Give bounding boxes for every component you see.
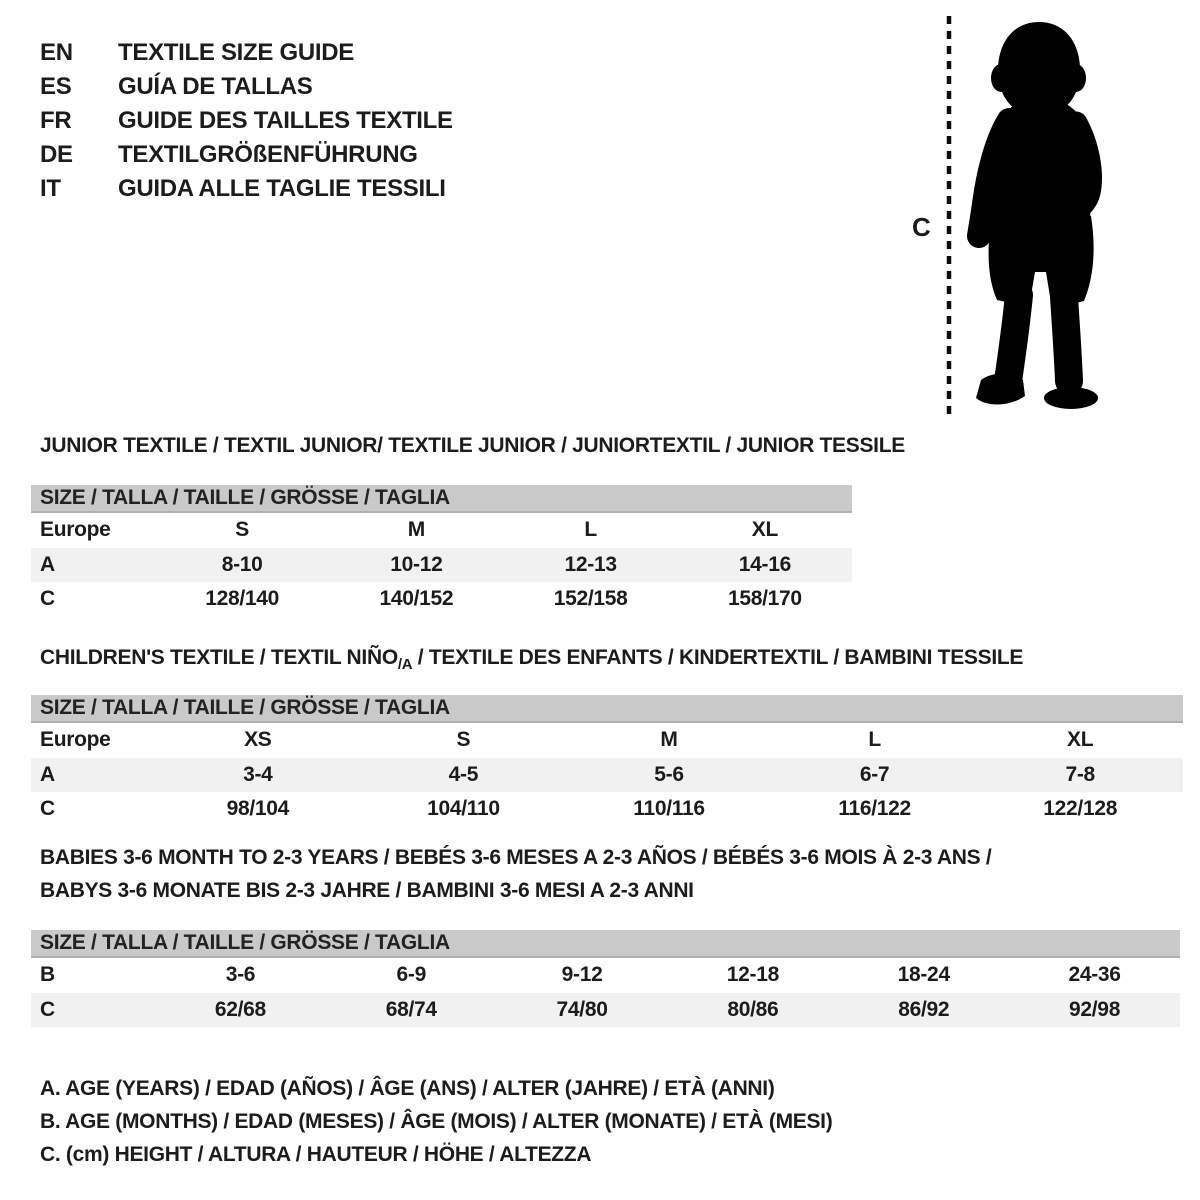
lang-title: GUÍA DE TALLAS [118, 73, 313, 100]
table-cell: 74/80 [556, 997, 608, 1021]
lang-code: FR [40, 107, 72, 134]
lang-code: IT [40, 175, 61, 202]
table-cell: 68/74 [385, 997, 437, 1021]
row-label: C [40, 797, 55, 820]
row-label: C [40, 587, 55, 610]
height-measure-label: C [912, 212, 931, 242]
table-cell: 98/104 [226, 797, 290, 820]
table-cell: 128/140 [205, 587, 280, 610]
table-cell: 24-36 [1068, 963, 1121, 986]
babies-size-table [31, 930, 1180, 1027]
table-cell: M [407, 518, 425, 541]
row-label: A [40, 552, 55, 576]
junior-section-title: JUNIOR TEXTILE / TEXTIL JUNIOR/ TEXTILE JUNIOR / JUNIORTEXTIL / JUNIOR TESSILE [40, 434, 905, 457]
children-title-post: / TEXTILE DES ENFANTS / KINDERTEXTIL / BAMBINI TESSILE [412, 646, 1024, 669]
babies-table-rows [31, 958, 1180, 1027]
table-row [31, 582, 852, 617]
table-cell: 18-24 [897, 963, 950, 986]
children-title-pre: CHILDREN'S TEXTILE / TEXTIL NIÑO [40, 646, 398, 669]
junior-size-table [31, 485, 852, 617]
height-dashed-line [944, 14, 954, 423]
lang-title: GUIDE DES TAILLES TEXTILE [118, 107, 453, 134]
row-label: Europe [40, 518, 111, 541]
table-cell: 104/110 [427, 797, 500, 820]
junior-table-rows [31, 513, 852, 617]
lang-title: GUIDA ALLE TAGLIE TESSILI [118, 175, 446, 202]
table-cell: 9-12 [561, 963, 603, 986]
babies-section-title-line1: BABIES 3-6 MONTH TO 2-3 YEARS / BEBÉS 3-6 MESES A 2-3 AÑOS / BÉBÉS 3-6 MOIS À 2-3 ANS / [40, 846, 992, 869]
legend-line-a: A. AGE (YEARS) / EDAD (AÑOS) / ÂGE (ANS) / ALTER (JAHRE) / ETÀ (ANNI) [40, 1077, 775, 1100]
table-cell: XL [1067, 728, 1094, 751]
language-title-list [40, 36, 453, 206]
row-label: B [40, 963, 55, 986]
table-row [31, 792, 1183, 827]
table-cell: 152/158 [553, 587, 628, 610]
children-size-table [31, 695, 1183, 827]
babies-section-title-line2: BABYS 3-6 MONATE BIS 2-3 JAHRE / BAMBINI 3-6 MESI A 2-3 ANNI [40, 879, 694, 902]
children-title-sub: /A [397, 656, 413, 673]
baby-silhouette-icon [963, 12, 1133, 421]
lang-title: TEXTILGRÖßENFÜHRUNG [118, 141, 418, 168]
table-cell: 12-13 [564, 552, 617, 576]
table-cell: 8-10 [221, 552, 263, 576]
table-cell: L [868, 728, 881, 751]
legend-line-b: B. AGE (MONTHS) / EDAD (MESES) / ÂGE (MOIS) / ALTER (MONATE) / ETÀ (MESI) [40, 1110, 833, 1133]
size-header-bar: SIZE / TALLA / TAILLE / GRÖSSE / TAGLIA [31, 930, 1180, 958]
lang-code: EN [40, 39, 73, 66]
children-table-rows [31, 723, 1183, 827]
lang-row-es [40, 70, 453, 104]
row-label: C [40, 997, 55, 1021]
lang-code: DE [40, 141, 73, 168]
table-row [31, 723, 1183, 758]
table-row [31, 758, 1183, 793]
lang-title: TEXTILE SIZE GUIDE [118, 39, 354, 66]
legend-line-c: C. (cm) HEIGHT / ALTURA / HAUTEUR / HÖHE / ALTEZZA [40, 1143, 592, 1166]
table-cell: S [235, 518, 249, 541]
table-row [31, 993, 1180, 1028]
table-cell: XS [244, 728, 272, 751]
table-cell: 4-5 [448, 762, 479, 786]
lang-row-it [40, 172, 453, 206]
lang-row-en [40, 36, 453, 70]
table-cell: 80/86 [727, 997, 779, 1021]
table-cell: 10-12 [390, 552, 443, 576]
table-row [31, 958, 1180, 993]
table-cell: 86/92 [898, 997, 950, 1021]
table-cell: 158/170 [727, 587, 802, 610]
table-cell: 92/98 [1069, 997, 1121, 1021]
table-cell: 116/122 [838, 797, 911, 820]
table-cell: 110/116 [633, 797, 705, 820]
table-cell: 6-9 [396, 963, 426, 986]
legend [40, 1072, 832, 1171]
table-row [31, 548, 852, 583]
size-header-bar: SIZE / TALLA / TAILLE / GRÖSSE / TAGLIA [31, 695, 1183, 723]
row-label: Europe [40, 728, 111, 751]
lang-row-de [40, 138, 453, 172]
lang-code: ES [40, 73, 72, 100]
table-cell: 14-16 [738, 552, 791, 576]
table-cell: 140/152 [379, 587, 454, 610]
table-cell: 6-7 [859, 762, 890, 786]
row-label: A [40, 762, 55, 786]
children-section-title [40, 645, 1023, 678]
size-header-bar: SIZE / TALLA / TAILLE / GRÖSSE / TAGLIA [31, 485, 852, 513]
table-cell: S [456, 728, 471, 751]
table-cell: 62/68 [214, 997, 266, 1021]
table-row [31, 513, 852, 548]
lang-row-fr [40, 104, 453, 138]
table-cell: M [660, 728, 678, 751]
table-cell: 3-4 [243, 762, 273, 786]
table-cell: 5-6 [654, 762, 684, 786]
table-cell: 12-18 [726, 963, 779, 986]
table-cell: 7-8 [1065, 762, 1095, 786]
table-cell: XL [751, 518, 778, 541]
table-cell: 122/128 [1043, 797, 1118, 820]
table-cell: 3-6 [225, 963, 256, 986]
table-cell: L [584, 518, 597, 541]
